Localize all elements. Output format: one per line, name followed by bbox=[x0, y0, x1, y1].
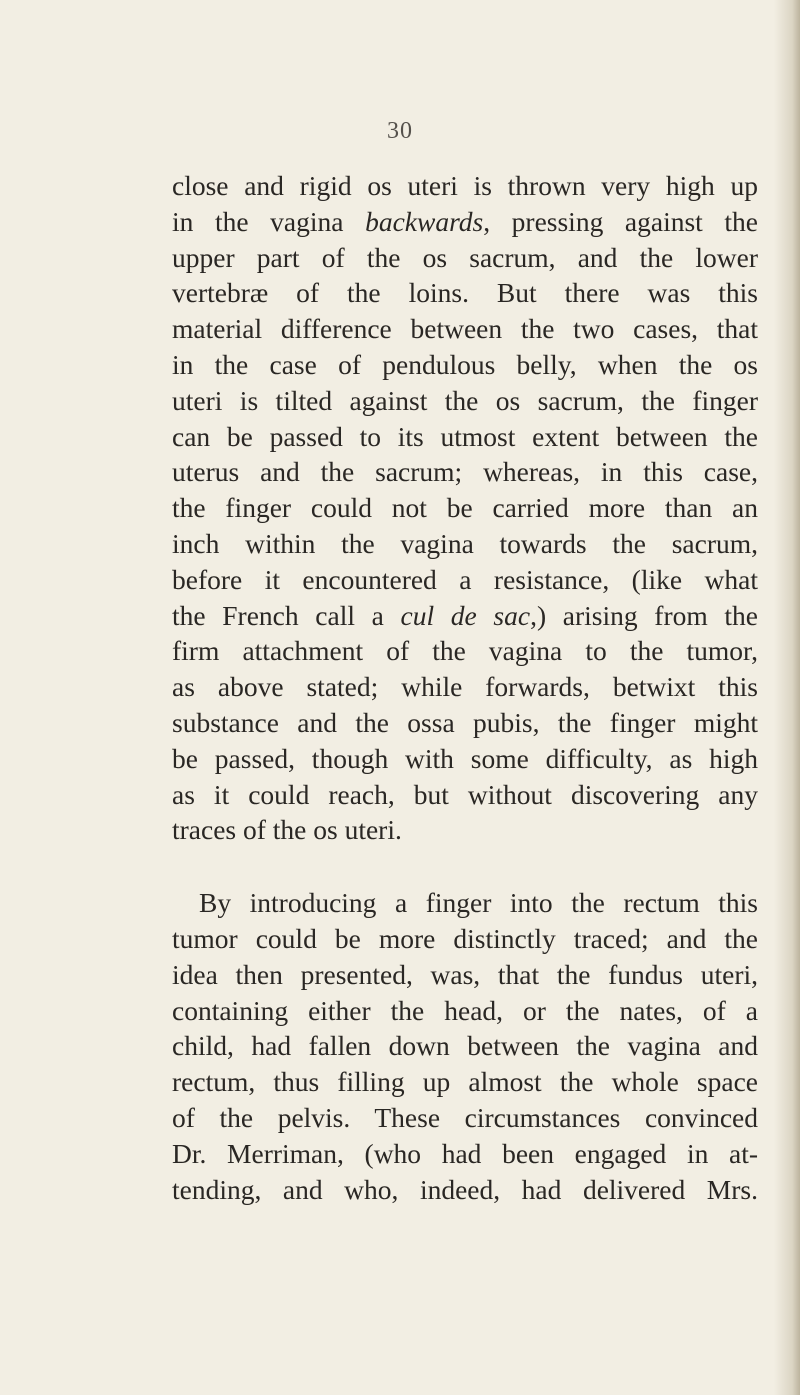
text-line: uterus and the sacrum; whereas, in this case, bbox=[172, 456, 758, 488]
page-number: 30 bbox=[387, 118, 413, 144]
text-fragment: ,) arising from the bbox=[530, 599, 759, 631]
text-line: in the case of pendulous belly, when the os bbox=[172, 348, 758, 380]
italic-phrase: cul de sac bbox=[400, 599, 531, 631]
text-line: upper part of the os sacrum, and the lower bbox=[172, 241, 758, 273]
text-line: By introducing a finger into the rectum this bbox=[199, 887, 758, 919]
text-line: as above stated; while forwards, betwixt this bbox=[172, 671, 758, 703]
text-line: as it could reach, but without discovering any bbox=[172, 778, 758, 810]
text-line: rectum, thus filling up almost the whole space bbox=[172, 1066, 758, 1098]
italic-word: backwards bbox=[365, 205, 484, 237]
text-line: inch within the vagina towards the sacrum, bbox=[172, 527, 758, 559]
text-fragment: in the vagina bbox=[172, 205, 366, 237]
text-line bbox=[172, 204, 758, 240]
text-line: tending, and who, indeed, had delivered Mrs. bbox=[172, 1173, 758, 1205]
text-line: child, had fallen down between the vagina and bbox=[172, 1030, 758, 1062]
paragraph-1 bbox=[172, 168, 758, 848]
text-line: firm attachment of the vagina to the tumor, bbox=[172, 635, 758, 667]
text-line: containing either the head, or the nates, of a bbox=[172, 994, 758, 1026]
text-line: of the pelvis. These circumstances convinced bbox=[172, 1101, 758, 1133]
text-fragment: the French call a bbox=[172, 599, 401, 631]
text-fragment: , pressing against the bbox=[483, 205, 758, 237]
page-edge-shadow bbox=[774, 0, 800, 1395]
text-line: before it encountered a resistance, (like what bbox=[172, 563, 758, 595]
text-line: tumor could be more distinctly traced; and the bbox=[172, 922, 758, 954]
text-line: the finger could not be carried more than an bbox=[172, 492, 758, 524]
paragraph-gap bbox=[172, 848, 758, 885]
text-line: substance and the ossa pubis, the finger might bbox=[172, 706, 758, 738]
text-line: vertebræ of the loins. But there was this bbox=[172, 277, 758, 309]
text-line: traces of the os uteri. bbox=[172, 814, 402, 846]
body-text bbox=[172, 168, 758, 1207]
text-line: can be passed to its utmost extent between the bbox=[172, 420, 758, 452]
text-line: material difference between the two cases, that bbox=[172, 313, 758, 345]
text-line bbox=[172, 598, 758, 634]
text-line: Dr. Merriman, (who had been engaged in at- bbox=[172, 1137, 758, 1169]
text-line: idea then presented, was, that the fundus uteri, bbox=[172, 958, 758, 990]
text-line: be passed, though with some difficulty, as high bbox=[172, 742, 758, 774]
text-line: close and rigid os uteri is thrown very high up bbox=[172, 170, 758, 201]
paragraph-2 bbox=[172, 885, 758, 1207]
text-line: uteri is tilted against the os sacrum, the finger bbox=[172, 384, 758, 416]
